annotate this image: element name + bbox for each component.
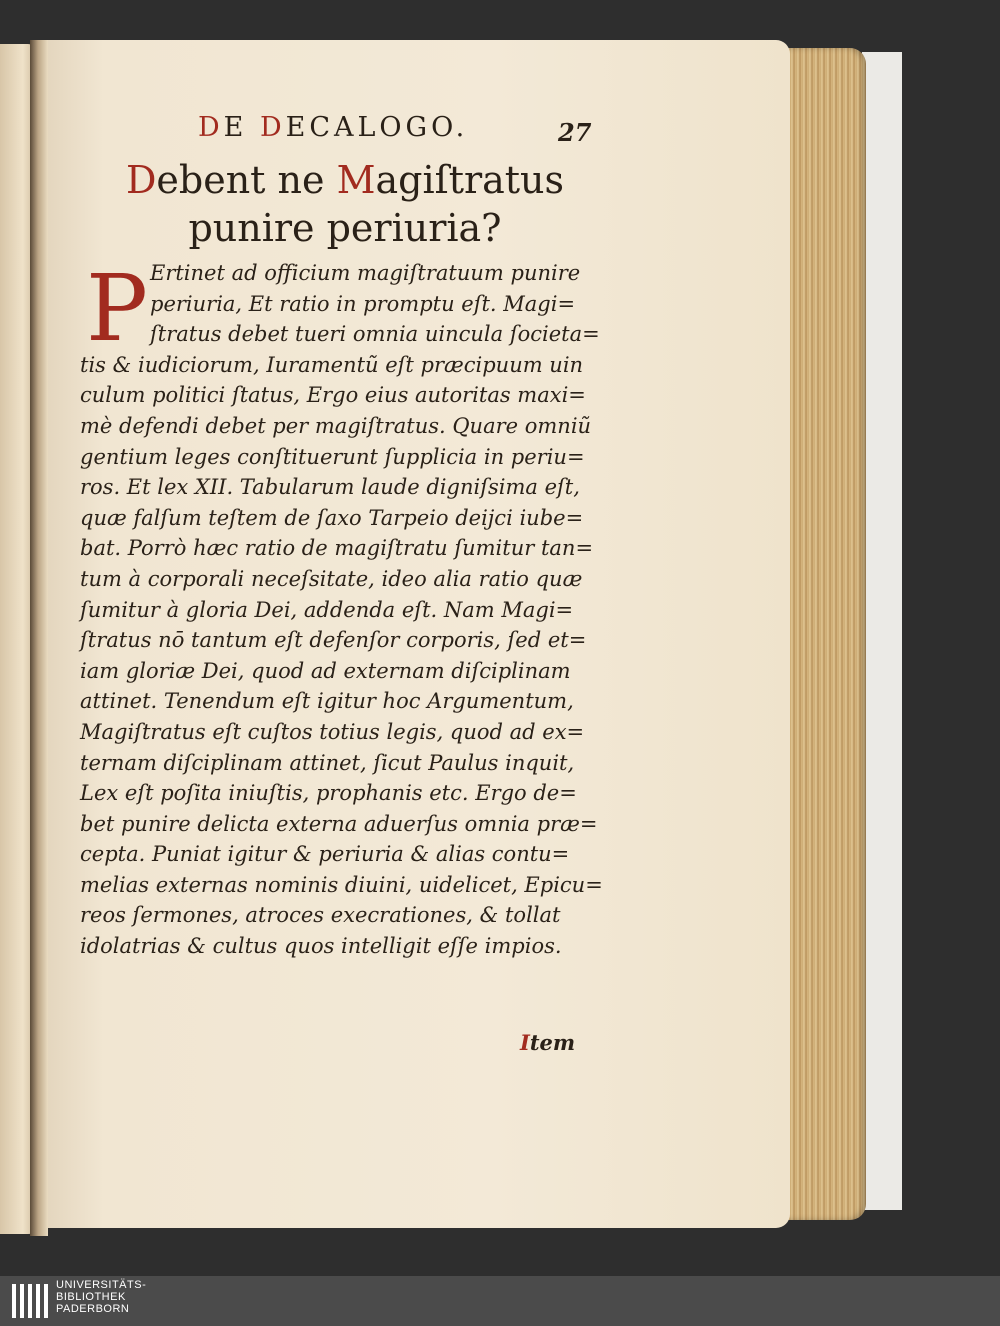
text-line: melias externas nominis diuini, uidelicet, Epicu= (80, 872, 603, 897)
text-line: gentium leges conſtituerunt ſupplicia in periu= (80, 444, 585, 469)
text-line: bet punire delicta externa aduerſus omnia præ= (80, 811, 598, 836)
catchword-text: tem (529, 1030, 576, 1055)
text-line: attinet. Tenendum eſt igitur hoc Argumentum, (80, 689, 574, 714)
text-line: tum à corporali neceſsitate, ideo alia ratio quæ (80, 566, 583, 591)
text-line: iam gloriæ Dei, quod ad externam diſciplinam (80, 658, 571, 683)
text-line: mè defendi debet per magiſtratus. Quare omniũ (80, 413, 592, 438)
title-initial: D (125, 158, 157, 202)
text-line: ros. Et lex XII. Tabularum laude digniſsima eſt, (80, 475, 580, 500)
backing-card (862, 52, 902, 1210)
text-line: idolatrias & cultus quos intelligit eſſe impios. (80, 934, 562, 959)
footer-bar (0, 1276, 1000, 1326)
title-line-1 (110, 156, 580, 204)
text-line: quæ falſum teſtem de ſaxo Tarpeio deijci iube= (80, 505, 584, 530)
running-head-text: E (223, 112, 260, 143)
chapter-title (110, 156, 580, 252)
title-initial: M (336, 158, 376, 202)
running-head-cap: D (198, 112, 224, 143)
catchword-initial: I (520, 1030, 530, 1055)
library-name-line-2: BIBLIOTHEK (56, 1291, 126, 1303)
library-name-line-1: UNIVERSITÄTS- (56, 1279, 147, 1291)
university-library-logo-icon (10, 1280, 52, 1322)
title-line-2: punire periuria? (188, 206, 502, 250)
body-text (80, 255, 603, 962)
title-text: agiſtratus (375, 158, 565, 202)
title-text: ebent ne (156, 158, 337, 202)
text-line: ſtratus debet tueri omnia uincula ſocieta= (150, 322, 600, 347)
text-line: ſtratus nō tantum eſt defenſor corporis, ſed et= (80, 628, 587, 653)
text-line: bat. Porrò hæc ratio de magiſtratu ſumitur tan= (80, 536, 594, 561)
running-head (198, 112, 598, 148)
text-line: cepta. Puniat igitur & periuria & alias contu= (80, 842, 570, 867)
page-block-edges (784, 48, 866, 1220)
drop-cap: P (86, 255, 148, 362)
book-gutter (30, 40, 48, 1236)
text-line: reos ſermones, atroces execrationes, & tollat (80, 903, 561, 928)
text-line: tis & iudiciorum, Iuramentũ eſt præcipuum uin (80, 352, 584, 377)
page-number: 27 (558, 118, 592, 147)
library-name (56, 1279, 146, 1315)
text-line: Magiſtratus eſt cuſtos totius legis, quod ad ex= (80, 719, 585, 744)
text-line: periuria, Et ratio in promptu eſt. Magi= (150, 291, 576, 316)
text-line: Ertinet ad officium magiſtratuum punire (150, 261, 581, 285)
catchword (520, 1030, 575, 1055)
text-line: ternam diſciplinam attinet, ſicut Paulus inquit, (80, 750, 575, 775)
running-head-cap: D (259, 112, 286, 143)
text-line: ſumitur à gloria Dei, addenda eſt. Nam Magi= (80, 597, 574, 622)
library-name-line-3: PADERBORN (56, 1303, 130, 1315)
running-head-text: ECALOGO. (285, 112, 469, 143)
text-line: culum politici ſtatus, Ergo eius autoritas maxi= (80, 383, 586, 408)
text-line: Lex eſt poſita iniuſtis, prophanis etc. Ergo de= (80, 781, 577, 806)
